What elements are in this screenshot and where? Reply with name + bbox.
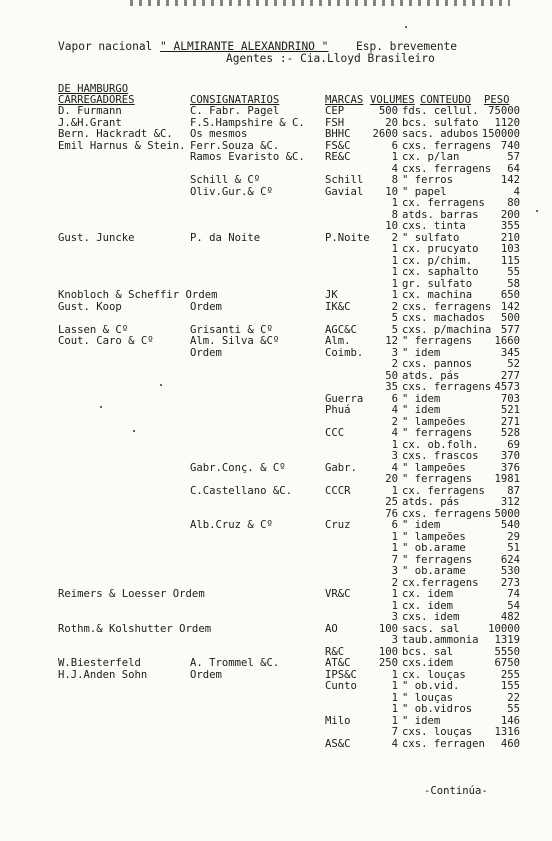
consignee-cell: C.Castellano &C. <box>190 484 293 497</box>
mark-cell: AGC&C <box>325 323 357 336</box>
shipper-cell: Gust. Juncke <box>58 231 135 244</box>
weight-cell: 577 <box>500 323 520 336</box>
consignee-cell: A. Trommel &C. <box>190 657 280 669</box>
mark-cell: Schill <box>325 174 364 186</box>
content-cell: gr. sulfato <box>402 277 473 290</box>
volume-cell: 4 <box>391 162 398 175</box>
agents-line: Agentes :- Cia.Lloyd Brasileiro <box>226 52 435 65</box>
weight-cell: 312 <box>500 496 520 508</box>
volume-cell: 1 <box>391 438 398 451</box>
shipper-cell: W.Biesterfeld <box>58 657 141 669</box>
shipper-cell: Gust. Koop <box>58 300 122 313</box>
weight-cell: 29 <box>507 530 520 543</box>
volume-cell: 20 <box>385 116 398 129</box>
weight-cell: 74 <box>507 588 520 600</box>
volume-cell: 1 <box>391 289 398 301</box>
weight-cell: 4573 <box>494 381 520 393</box>
weight-cell: 22 <box>507 691 520 704</box>
col-carregadores: CARREGADORES <box>58 94 135 106</box>
shipper-cell: D. Furmann <box>58 105 122 117</box>
weight-cell: 52 <box>507 358 520 370</box>
content-cell: cxs. ferragen <box>402 737 485 750</box>
content-cell: cx. louças <box>402 668 466 681</box>
content-cell: cx. saphalto <box>402 266 479 278</box>
content-cell: " idem <box>402 346 441 359</box>
content-cell: " ob.arame <box>402 565 466 577</box>
volume-cell: 5 <box>391 323 398 336</box>
volume-cell: 4 <box>391 427 398 439</box>
speck <box>133 430 135 432</box>
weight-cell: 500 <box>500 312 520 324</box>
volume-cell: 7 <box>391 553 398 566</box>
content-cell: cxs. frascos <box>402 450 479 462</box>
weight-cell: 273 <box>500 576 520 589</box>
weight-cell: 528 <box>500 427 520 439</box>
volume-cell: 1 <box>391 530 398 543</box>
weight-cell: 6750 <box>494 657 520 669</box>
volume-cell: 3 <box>391 565 398 577</box>
weight-cell: 87 <box>507 484 520 497</box>
volume-cell: 1 <box>391 542 398 554</box>
content-cell: " sulfato <box>402 231 460 244</box>
volume-cell: 250 <box>378 657 398 669</box>
content-cell: " ob.arame <box>402 542 466 554</box>
weight-cell: 58 <box>507 277 520 290</box>
weight-cell: 155 <box>500 680 520 692</box>
continue-note: -Continúa- <box>424 785 488 797</box>
shipper-cell: J.&H.Grant <box>58 116 122 129</box>
content-cell: cx. ferragens <box>402 484 485 497</box>
mark-cell: FSH <box>325 116 345 129</box>
col-volumes: VOLUMES <box>370 94 415 106</box>
weight-cell: 540 <box>500 519 520 531</box>
content-cell: " ferragens <box>402 335 473 347</box>
volume-cell: 50 <box>385 369 398 382</box>
volume-cell: 3 <box>391 611 398 623</box>
volume-cell: 76 <box>385 507 398 520</box>
content-cell: cxs. ferragens <box>402 300 492 313</box>
content-cell: bcs. sal <box>402 645 454 658</box>
col-consignatarios: CONSIGNATARIOS <box>190 94 280 106</box>
volume-cell: 1 <box>391 668 398 681</box>
volume-cell: 1 <box>391 484 398 497</box>
volume-cell: 1 <box>391 714 398 727</box>
content-cell: " ferragens <box>402 473 473 485</box>
content-cell: cxs. idem <box>402 611 460 623</box>
content-cell: cx. p/lan <box>402 151 460 163</box>
speck <box>536 210 538 212</box>
weight-cell: 54 <box>507 599 520 612</box>
consignee-cell: Ordem <box>190 346 222 359</box>
volume-cell: 25 <box>385 496 398 508</box>
col-conteudo: CONTEUDO <box>420 94 472 106</box>
consignee-cell: Alb.Cruz & Cº <box>190 519 273 531</box>
content-cell: taub.ammonia <box>402 634 479 646</box>
mark-cell: Milo <box>325 714 351 727</box>
volume-cell: 2 <box>391 415 398 428</box>
content-cell: " ferragens <box>402 553 473 566</box>
shipper-cell: Rothm.& Kolshutter Ordem <box>58 622 212 635</box>
weight-cell: 1319 <box>494 634 520 646</box>
mark-cell: Guerra <box>325 392 364 405</box>
consignee-cell: Gabr.Conç. & Cº <box>190 461 286 474</box>
mark-cell: BHHC <box>325 128 351 140</box>
vapor-label: Vapor nacional <box>58 40 153 53</box>
weight-cell: 150000 <box>481 128 520 140</box>
consignee-cell: Schill & Cº <box>190 174 261 186</box>
content-cell: " louças <box>402 691 454 704</box>
mark-cell: VR&C <box>325 588 351 600</box>
shipper-cell: Lassen & Cº <box>58 323 129 336</box>
volume-cell: 8 <box>391 174 398 186</box>
consignee-cell: Ordem <box>190 668 222 681</box>
weight-cell: 69 <box>507 438 520 451</box>
content-cell: cxs. machados <box>402 312 485 324</box>
volume-cell: 1 <box>391 254 398 267</box>
arrival-note: Esp. brevemente <box>356 40 458 53</box>
weight-cell: 64 <box>507 162 520 175</box>
content-cell: atds. pás <box>402 496 460 508</box>
speck <box>160 384 162 386</box>
weight-cell: 142 <box>500 174 520 186</box>
mark-cell: R&C <box>325 645 345 658</box>
content-cell: cxs.idem <box>402 657 454 669</box>
weight-cell: 51 <box>507 542 520 554</box>
mark-cell: AO <box>325 622 338 635</box>
weight-cell: 355 <box>500 220 520 232</box>
weight-cell: 376 <box>500 461 520 474</box>
shipper-cell: Reimers & Loesser Ordem <box>58 588 205 600</box>
content-cell: bcs. sulfato <box>402 116 479 129</box>
content-cell: " lampeões <box>402 530 466 543</box>
volume-cell: 2 <box>391 358 398 370</box>
weight-cell: 740 <box>500 139 520 152</box>
volume-cell: 3 <box>391 634 398 646</box>
weight-cell: 55 <box>507 266 520 278</box>
volume-cell: 2 <box>391 300 398 313</box>
content-cell: cxs. ferragens <box>402 381 492 393</box>
content-cell: cx. machina <box>402 289 473 301</box>
volume-cell: 500 <box>378 105 398 117</box>
mark-cell: IPS&C <box>325 668 357 681</box>
consignee-cell: Ferr.Souza &C. <box>190 139 280 152</box>
content-cell: cxs. tinta <box>402 220 466 232</box>
volume-cell: 10 <box>385 185 398 198</box>
mark-cell: Cunto <box>325 680 357 692</box>
weight-cell: 146 <box>500 714 520 727</box>
mark-cell: CCC <box>325 427 345 439</box>
weight-cell: 57 <box>507 151 520 163</box>
weight-cell: 200 <box>500 208 520 221</box>
content-cell: cx. p/chim. <box>402 254 473 267</box>
consignee-cell: Os mesmos <box>190 128 248 140</box>
speck <box>100 406 102 408</box>
content-cell: " lampeões <box>402 461 466 474</box>
content-cell: " lampeões <box>402 415 466 428</box>
mark-cell: Phuá <box>325 404 351 416</box>
consignee-cell: F.S.Hampshire & C. <box>190 116 305 129</box>
volume-cell: 20 <box>385 473 398 485</box>
volume-cell: 2 <box>391 231 398 244</box>
volume-cell: 7 <box>391 726 398 738</box>
content-cell: cx. prucyato <box>402 243 479 255</box>
content-cell: cxs. pannos <box>402 358 473 370</box>
mark-cell: Coimb. <box>325 346 364 359</box>
mark-cell: Cruz <box>325 519 351 531</box>
volume-cell: 1 <box>391 599 398 612</box>
volume-cell: 3 <box>391 450 398 462</box>
weight-cell: 1316 <box>494 726 520 738</box>
volume-cell: 6 <box>391 392 398 405</box>
weight-cell: 75000 <box>488 105 520 117</box>
mark-cell: Gavial <box>325 185 364 198</box>
mark-cell: CEP <box>325 105 345 117</box>
weight-cell: 142 <box>500 300 520 313</box>
col-peso: PESO <box>484 94 510 106</box>
volume-cell: 1 <box>391 266 398 278</box>
shipper-cell: Cout. Caro & Cº <box>58 335 154 347</box>
volume-cell: 1 <box>391 691 398 704</box>
weight-cell: 5550 <box>494 645 520 658</box>
content-cell: fds. cellul. <box>402 105 479 117</box>
content-cell: " ferros <box>402 174 454 186</box>
content-cell: " ob.vid. <box>402 680 460 692</box>
content-cell: sacs. adubos <box>402 128 479 140</box>
consignee-cell: Ramos Evaristo &C. <box>190 151 305 163</box>
volume-cell: 4 <box>391 461 398 474</box>
content-cell: cxs. ferragens <box>402 139 492 152</box>
weight-cell: 5000 <box>494 507 520 520</box>
volume-cell: 1 <box>391 277 398 290</box>
consignee-cell: Oliv.Gur.& Cº <box>190 185 273 198</box>
weight-cell: 370 <box>500 450 520 462</box>
consignee-cell: Ordem <box>190 300 222 313</box>
weight-cell: 4 <box>513 185 520 198</box>
weight-cell: 277 <box>500 369 520 382</box>
consignee-cell: Alm. Silva &Cº <box>190 335 280 347</box>
weight-cell: 624 <box>500 553 520 566</box>
weight-cell: 1981 <box>494 473 520 485</box>
content-cell: cxs. ferragens <box>402 507 492 520</box>
volume-cell: 1 <box>391 703 398 715</box>
mark-cell: AT&C <box>325 657 351 669</box>
volume-cell: 8 <box>391 208 398 221</box>
volume-cell: 3 <box>391 346 398 359</box>
volume-cell: 35 <box>385 381 398 393</box>
section-title: DE HAMBURGO <box>58 83 129 95</box>
shipper-cell: Bern. Hackradt &C. <box>58 128 173 140</box>
weight-cell: 103 <box>500 243 520 255</box>
volume-cell: 2 <box>391 576 398 589</box>
content-cell: sacs. sal <box>402 622 460 635</box>
volume-cell: 4 <box>391 404 398 416</box>
volume-cell: 1 <box>391 197 398 209</box>
volume-cell: 4 <box>391 737 398 750</box>
shipper-cell: H.J.Anden Sohn <box>58 668 148 681</box>
col-marcas: MARCAS <box>325 94 364 106</box>
volume-cell: 2600 <box>372 128 398 140</box>
content-cell: cx.ferragens <box>402 576 479 589</box>
volume-cell: 10 <box>385 220 398 232</box>
ship-name: " ALMIRANTE ALEXANDRINO " <box>160 40 329 53</box>
mark-cell: FS&C <box>325 139 351 152</box>
content-cell: atds. pás <box>402 369 460 382</box>
weight-cell: 10000 <box>488 622 520 635</box>
content-cell: cx. idem <box>402 599 454 612</box>
weight-cell: 80 <box>507 197 520 209</box>
mark-cell: AS&C <box>325 737 351 750</box>
weight-cell: 210 <box>500 231 520 244</box>
consignee-cell: Grisanti & Cº <box>190 323 273 336</box>
volume-cell: 100 <box>378 645 398 658</box>
volume-cell: 6 <box>391 139 398 152</box>
content-cell: cx. ob.folh. <box>402 438 479 451</box>
content-cell: cxs. p/machina <box>402 323 492 336</box>
content-cell: " idem <box>402 404 441 416</box>
consignee-cell: C. Fabr. Pagel <box>190 105 280 117</box>
weight-cell: 55 <box>507 703 520 715</box>
content-cell: " idem <box>402 392 441 405</box>
weight-cell: 521 <box>500 404 520 416</box>
weight-cell: 115 <box>500 254 520 267</box>
volume-cell: 1 <box>391 588 398 600</box>
mark-cell: Alm. <box>325 335 351 347</box>
content-cell: cxs. louças <box>402 726 473 738</box>
weight-cell: 703 <box>500 392 520 405</box>
content-cell: cxs. ferragens <box>402 162 492 175</box>
mark-cell: P.Noite <box>325 231 370 244</box>
shipper-cell: Knobloch & Scheffir Ordem <box>58 289 218 301</box>
weight-cell: 1120 <box>494 116 520 129</box>
speck <box>405 26 407 28</box>
mark-cell: CCCR <box>325 484 351 497</box>
mark-cell: RE&C <box>325 151 351 163</box>
mark-cell: Gabr. <box>325 461 357 474</box>
volume-cell: 1 <box>391 243 398 255</box>
weight-cell: 460 <box>500 737 520 750</box>
weight-cell: 345 <box>500 346 520 359</box>
weight-cell: 650 <box>500 289 520 301</box>
shipper-cell: Emil Harnus & Stein. <box>58 139 186 152</box>
volume-cell: 1 <box>391 151 398 163</box>
mark-cell: JK <box>325 289 338 301</box>
weight-cell: 530 <box>500 565 520 577</box>
volume-cell: 12 <box>385 335 398 347</box>
content-cell: cx. idem <box>402 588 454 600</box>
content-cell: " ob.vidros <box>402 703 473 715</box>
top-edge-smudge <box>130 0 510 6</box>
content-cell: atds. barras <box>402 208 479 221</box>
content-cell: cx. ferragens <box>402 197 485 209</box>
volume-cell: 6 <box>391 519 398 531</box>
consignee-cell: P. da Noite <box>190 231 261 244</box>
weight-cell: 1660 <box>494 335 520 347</box>
volume-cell: 1 <box>391 680 398 692</box>
volume-cell: 5 <box>391 312 398 324</box>
content-cell: " papel <box>402 185 447 198</box>
weight-cell: 271 <box>500 415 520 428</box>
weight-cell: 482 <box>500 611 520 623</box>
weight-cell: 255 <box>500 668 520 681</box>
content-cell: " idem <box>402 714 441 727</box>
content-cell: " idem <box>402 519 441 531</box>
content-cell: " ferragens <box>402 427 473 439</box>
mark-cell: IK&C <box>325 300 351 313</box>
volume-cell: 100 <box>378 622 398 635</box>
